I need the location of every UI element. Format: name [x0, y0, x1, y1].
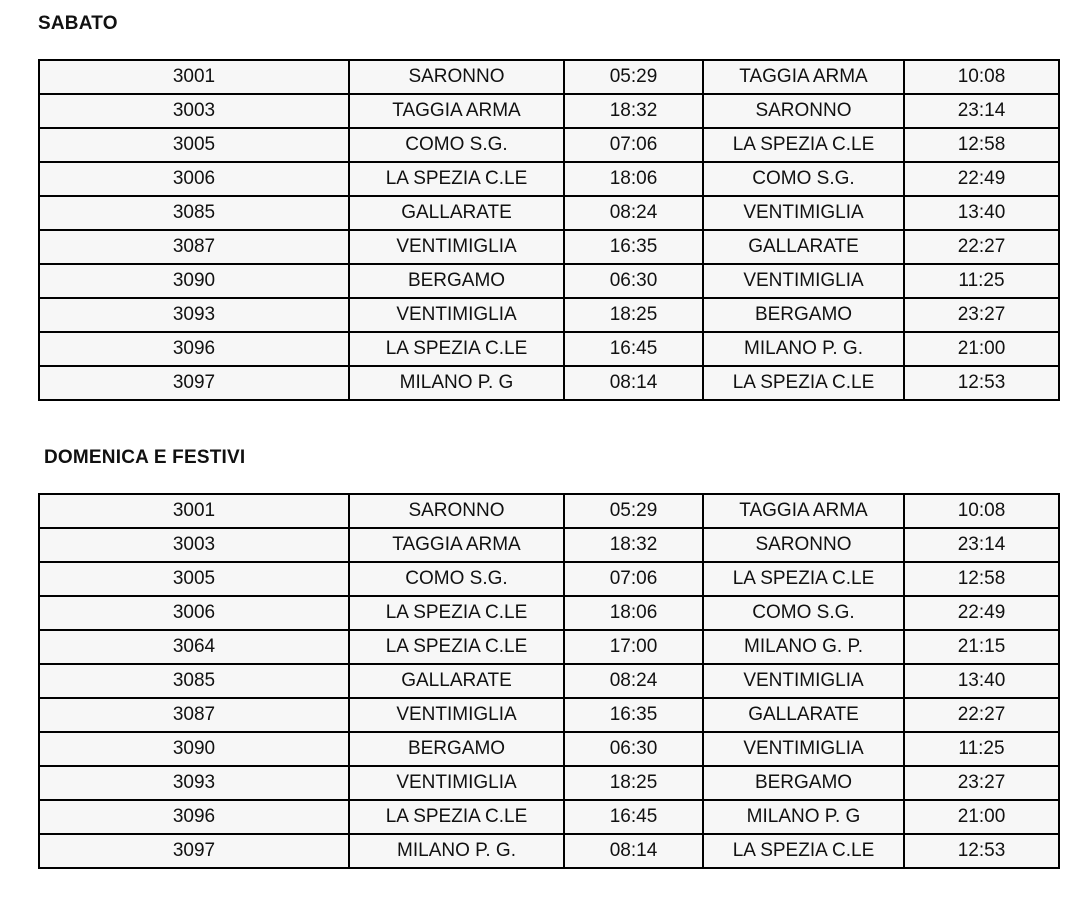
origin-station-cell: MILANO P. G — [349, 366, 564, 400]
origin-station-cell: BERGAMO — [349, 264, 564, 298]
destination-station-cell: LA SPEZIA C.LE — [703, 562, 904, 596]
departure-time-cell: 18:32 — [564, 94, 703, 128]
departure-time-cell: 18:06 — [564, 162, 703, 196]
destination-station-cell: TAGGIA ARMA — [703, 494, 904, 528]
departure-time-cell: 16:45 — [564, 800, 703, 834]
table-row — [39, 332, 1059, 366]
departure-time-cell: 06:30 — [564, 264, 703, 298]
origin-station-cell: SARONNO — [349, 494, 564, 528]
table-row — [39, 366, 1059, 400]
table-row — [39, 630, 1059, 664]
arrival-time-cell: 21:00 — [904, 800, 1059, 834]
origin-station-cell: LA SPEZIA C.LE — [349, 596, 564, 630]
arrival-time-cell: 23:14 — [904, 94, 1059, 128]
train-number-cell: 3064 — [39, 630, 349, 664]
origin-station-cell: LA SPEZIA C.LE — [349, 630, 564, 664]
departure-time-cell: 08:24 — [564, 664, 703, 698]
arrival-time-cell: 22:27 — [904, 230, 1059, 264]
arrival-time-cell: 10:08 — [904, 494, 1059, 528]
departure-time-cell: 07:06 — [564, 128, 703, 162]
origin-station-cell: VENTIMIGLIA — [349, 230, 564, 264]
destination-station-cell: TAGGIA ARMA — [703, 60, 904, 94]
destination-station-cell: LA SPEZIA C.LE — [703, 366, 904, 400]
departure-time-cell: 18:06 — [564, 596, 703, 630]
origin-station-cell: LA SPEZIA C.LE — [349, 800, 564, 834]
arrival-time-cell: 21:00 — [904, 332, 1059, 366]
train-number-cell: 3085 — [39, 664, 349, 698]
schedule-table-domenica-e-festivi — [38, 493, 1060, 869]
train-number-cell: 3096 — [39, 332, 349, 366]
train-number-cell: 3006 — [39, 596, 349, 630]
train-number-cell: 3085 — [39, 196, 349, 230]
destination-station-cell: COMO S.G. — [703, 162, 904, 196]
departure-time-cell: 05:29 — [564, 494, 703, 528]
table-row — [39, 834, 1059, 868]
origin-station-cell: TAGGIA ARMA — [349, 528, 564, 562]
table-row — [39, 562, 1059, 596]
table-row — [39, 128, 1059, 162]
table-row — [39, 162, 1059, 196]
train-number-cell: 3005 — [39, 128, 349, 162]
departure-time-cell: 07:06 — [564, 562, 703, 596]
table-row — [39, 528, 1059, 562]
train-number-cell: 3005 — [39, 562, 349, 596]
train-number-cell: 3090 — [39, 264, 349, 298]
origin-station-cell: COMO S.G. — [349, 128, 564, 162]
departure-time-cell: 08:24 — [564, 196, 703, 230]
schedule-table-sabato — [38, 59, 1060, 401]
origin-station-cell: VENTIMIGLIA — [349, 766, 564, 800]
destination-station-cell: MILANO P. G — [703, 800, 904, 834]
table-row — [39, 766, 1059, 800]
destination-station-cell: GALLARATE — [703, 698, 904, 732]
arrival-time-cell: 23:14 — [904, 528, 1059, 562]
table-row — [39, 732, 1059, 766]
origin-station-cell: VENTIMIGLIA — [349, 698, 564, 732]
table-row — [39, 298, 1059, 332]
origin-station-cell: LA SPEZIA C.LE — [349, 162, 564, 196]
arrival-time-cell: 12:53 — [904, 834, 1059, 868]
destination-station-cell: VENTIMIGLIA — [703, 264, 904, 298]
train-number-cell: 3096 — [39, 800, 349, 834]
table-row — [39, 60, 1059, 94]
destination-station-cell: MILANO P. G. — [703, 332, 904, 366]
origin-station-cell: MILANO P. G. — [349, 834, 564, 868]
origin-station-cell: GALLARATE — [349, 196, 564, 230]
origin-station-cell: SARONNO — [349, 60, 564, 94]
table-row — [39, 800, 1059, 834]
origin-station-cell: GALLARATE — [349, 664, 564, 698]
departure-time-cell: 18:25 — [564, 766, 703, 800]
train-number-cell: 3097 — [39, 834, 349, 868]
destination-station-cell: VENTIMIGLIA — [703, 196, 904, 230]
table-row — [39, 596, 1059, 630]
train-number-cell: 3087 — [39, 230, 349, 264]
destination-station-cell: COMO S.G. — [703, 596, 904, 630]
departure-time-cell: 18:32 — [564, 528, 703, 562]
departure-time-cell: 08:14 — [564, 366, 703, 400]
origin-station-cell: BERGAMO — [349, 732, 564, 766]
destination-station-cell: BERGAMO — [703, 298, 904, 332]
table-row — [39, 664, 1059, 698]
table-row — [39, 494, 1059, 528]
destination-station-cell: MILANO G. P. — [703, 630, 904, 664]
train-number-cell: 3001 — [39, 60, 349, 94]
arrival-time-cell: 22:49 — [904, 596, 1059, 630]
table-row — [39, 196, 1059, 230]
arrival-time-cell: 12:58 — [904, 128, 1059, 162]
train-number-cell: 3003 — [39, 94, 349, 128]
departure-time-cell: 18:25 — [564, 298, 703, 332]
arrival-time-cell: 12:58 — [904, 562, 1059, 596]
table-row — [39, 264, 1059, 298]
destination-station-cell: SARONNO — [703, 94, 904, 128]
departure-time-cell: 05:29 — [564, 60, 703, 94]
destination-station-cell: LA SPEZIA C.LE — [703, 834, 904, 868]
train-number-cell: 3001 — [39, 494, 349, 528]
table-row — [39, 94, 1059, 128]
departure-time-cell: 08:14 — [564, 834, 703, 868]
section-title-sabato: SABATO — [38, 13, 118, 34]
destination-station-cell: SARONNO — [703, 528, 904, 562]
departure-time-cell: 16:35 — [564, 230, 703, 264]
departure-time-cell: 16:35 — [564, 698, 703, 732]
arrival-time-cell: 12:53 — [904, 366, 1059, 400]
arrival-time-cell: 11:25 — [904, 732, 1059, 766]
train-number-cell: 3087 — [39, 698, 349, 732]
train-number-cell: 3093 — [39, 298, 349, 332]
arrival-time-cell: 13:40 — [904, 196, 1059, 230]
table-row — [39, 698, 1059, 732]
train-number-cell: 3003 — [39, 528, 349, 562]
origin-station-cell: LA SPEZIA C.LE — [349, 332, 564, 366]
destination-station-cell: GALLARATE — [703, 230, 904, 264]
origin-station-cell: TAGGIA ARMA — [349, 94, 564, 128]
train-number-cell: 3097 — [39, 366, 349, 400]
arrival-time-cell: 10:08 — [904, 60, 1059, 94]
destination-station-cell: VENTIMIGLIA — [703, 732, 904, 766]
section-title-domenica-e-festivi: DOMENICA E FESTIVI — [44, 447, 246, 468]
departure-time-cell: 17:00 — [564, 630, 703, 664]
departure-time-cell: 06:30 — [564, 732, 703, 766]
arrival-time-cell: 23:27 — [904, 298, 1059, 332]
destination-station-cell: BERGAMO — [703, 766, 904, 800]
destination-station-cell: VENTIMIGLIA — [703, 664, 904, 698]
table-row — [39, 230, 1059, 264]
origin-station-cell: VENTIMIGLIA — [349, 298, 564, 332]
arrival-time-cell: 21:15 — [904, 630, 1059, 664]
train-number-cell: 3090 — [39, 732, 349, 766]
origin-station-cell: COMO S.G. — [349, 562, 564, 596]
destination-station-cell: LA SPEZIA C.LE — [703, 128, 904, 162]
departure-time-cell: 16:45 — [564, 332, 703, 366]
train-number-cell: 3093 — [39, 766, 349, 800]
arrival-time-cell: 23:27 — [904, 766, 1059, 800]
arrival-time-cell: 22:49 — [904, 162, 1059, 196]
train-number-cell: 3006 — [39, 162, 349, 196]
arrival-time-cell: 11:25 — [904, 264, 1059, 298]
arrival-time-cell: 22:27 — [904, 698, 1059, 732]
arrival-time-cell: 13:40 — [904, 664, 1059, 698]
